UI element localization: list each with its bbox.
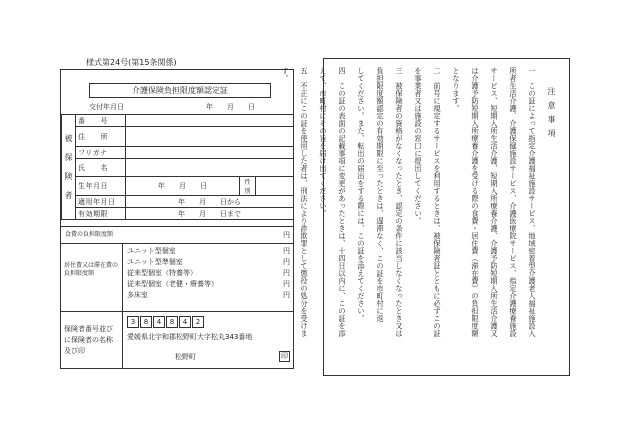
issue-date-label: 交付年月日 [89,103,124,111]
insurer-digit: 4 [179,316,191,328]
number-label: 番 号 [76,115,126,127]
notes-line: となります。 [452,67,461,112]
certificate-card [60,69,294,369]
number-field [126,115,294,127]
food-cost-row [61,226,294,243]
notes-line: 二 前号に規定するサービスを利用するときは、被保険者証とともに必ずこの証 [433,67,442,337]
insurer-section [61,311,294,369]
address-label: 住 所 [76,127,126,147]
address-field [126,127,294,147]
insurer-digit: 2 [192,316,204,328]
insured-side-label: 被 保 険 者 [62,115,76,220]
notes-line: 一 この証によって指定介護福祉施設サービス、地域密着型介護老人福祉施設入 [528,67,537,337]
notes-line: 四 この証の表面の記載事項に変更があったときは、十四日以内に、この証を添 [338,67,347,337]
notes-line: を事業者又は施設の窓口に提出してください。 [414,67,423,225]
food-cost-label: 食費の負担限度額 [65,231,114,238]
room-row: 従来型個室（特養等） 円 [127,269,290,277]
residence-cost-label: 居住費又は滞在費の負担限度額 [61,244,123,311]
insurer-digit: 8 [140,316,152,328]
notes-line: してください。また、転出の届出をする際には、この証を添えてください。 [357,67,366,322]
form-id: 様式第24号(第15条関係) [86,58,177,67]
seal-mark: 印 [281,352,288,360]
room-row: 従来型個室（老健・療養等） 円 [127,280,290,288]
furigana-field [126,147,294,159]
insurer-address: 愛媛県北宇和郡松野町大字松丸343番地 [127,333,253,341]
notes-line: サービス、短期入所生活介護、短期入所療養介護、介護予防短期入所生活介護又 [490,67,499,337]
insured-table [61,114,294,220]
insurer-label: 保険者番号並びに保険者の名称及び印 [61,312,123,369]
room-row: 多床室 円 [127,291,290,299]
insurer-name: 松野町 [175,352,196,361]
room-row: ユニット型準個室 円 [127,258,290,266]
notes-line: 三 被保険者の資格がなくなったとき、認定の条件に該当しなくなったとき又は [395,67,404,337]
notes-line: えて、市町村にその旨を届け出てください。 [319,67,328,217]
dob-label: 生年月日 [76,177,126,196]
room-row: ユニット型個室 円 [127,247,290,255]
name-label: 氏 名 [76,159,126,177]
furigana-label: フリガナ [76,147,126,159]
notes-line: は介護予防短期入所療養介護を受ける際の食費・居住費（滞在費）の負担限度額 [471,67,480,337]
name-field [126,159,294,177]
expire-date-value: 年 月 日まで [126,208,294,220]
apply-date-value: 年 月 日から [126,196,294,208]
insurer-number [127,316,290,328]
residence-cost-section [61,243,294,311]
notes-line: 負担限度額認定の有効期限に至ったときは、遅滞なく、この証を市町村に返 [376,67,385,322]
certificate-title: 介護保険負担限度額認定証 [89,83,271,98]
apply-date-label: 適用年月日 [76,196,126,208]
dob-value: 年 月 日 [126,177,240,196]
notes-line: す。 [281,67,290,82]
insurer-digit: 8 [166,316,178,328]
notes-line: 所者生活介護、介護保健施設サービス、介護医療院サービス、指定介護療養施設 [509,67,518,337]
insurer-digit: 3 [127,316,139,328]
insurer-digit: 4 [153,316,165,328]
notes-title: 注意事項 [547,87,556,143]
food-cost-yen: 円 [283,231,290,239]
issue-date-value: 年 月 日 [206,103,255,111]
sex-label: 性別 [240,177,256,196]
notes-line: 五 不正にこの証を使用した者は、刑法により詐欺罪として懲役の処分を受けま [300,67,309,337]
expire-date-label: 有効期限 [76,208,126,220]
notes-panel [281,58,570,376]
